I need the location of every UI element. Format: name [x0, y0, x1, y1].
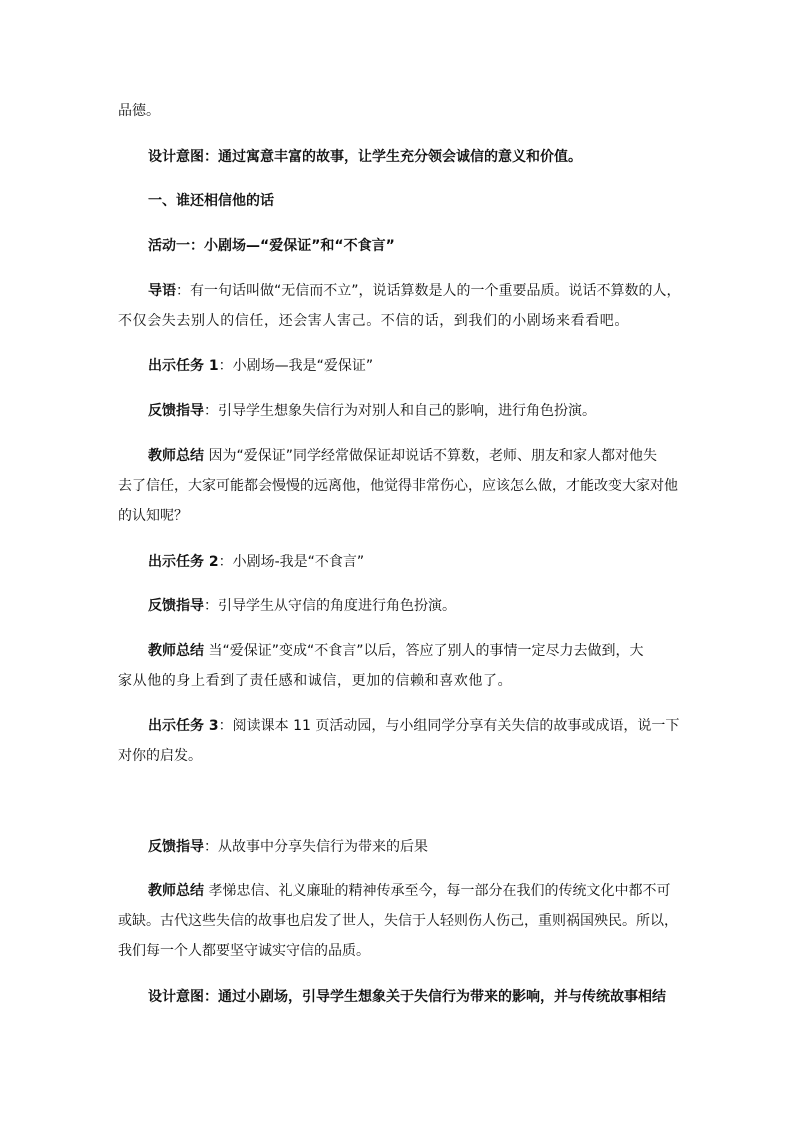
paragraph-line: 品德。	[118, 103, 160, 119]
summary-2-label: 教师总结	[148, 643, 204, 659]
intro-label: 导语	[148, 283, 176, 299]
task-2-label: 出示任务 2	[148, 554, 219, 570]
task-3-text: ：阅读课本 11 页活动园，与小组同学分享有关失信的故事或成语，说一下	[218, 718, 680, 734]
task-3-label: 出示任务 3	[148, 718, 219, 734]
summary-3-label: 教师总结	[148, 883, 204, 899]
feedback-2-label: 反馈指导	[148, 598, 204, 614]
section-heading: 一、谁还相信他的话	[148, 193, 274, 209]
design-intent-2: 设计意图：通过小剧场，引导学生想象关于失信行为带来的影响，并与传统故事相结	[148, 989, 666, 1005]
design-intent-1: 设计意图：通过寓意丰富的故事，让学生充分领会诚信的意义和价值。	[148, 149, 582, 165]
summary-3-line-3: 我们每一个人都要坚守诚实守信的品质。	[118, 943, 370, 959]
summary-1-text: 因为“爱保证”同学经常做保证却说话不算数，老师、朋友和家人都对他失	[204, 448, 657, 464]
feedback-2-text: ：引导学生从守信的角度进行角色扮演。	[204, 598, 456, 614]
intro-line-1	[148, 281, 681, 301]
task-1	[148, 356, 373, 376]
summary-2-line-1	[148, 641, 643, 661]
intro-line-2: 不仅会失去别人的信任，还会害人害己。不信的话，到我们的小剧场来看看吧。	[118, 313, 629, 329]
summary-1-line-3: 的认知呢？	[118, 508, 188, 524]
summary-1-line-2: 去了信任，大家可能都会慢慢的远离他，他觉得非常伤心，应该怎么做，才能改变大家对他	[118, 478, 678, 494]
task-1-label: 出示任务 1	[148, 358, 219, 374]
feedback-3	[148, 837, 428, 857]
feedback-1-text: ：引导学生想象失信行为对别人和自己的影响，进行角色扮演。	[204, 403, 596, 419]
task-1-text: ：小剧场—我是“爱保证”	[218, 358, 374, 374]
activity-heading: 活动一：小剧场—“爱保证”和“不食言”	[148, 238, 395, 254]
feedback-3-label: 反馈指导	[148, 839, 204, 855]
summary-2-line-2: 家从他的身上看到了责任感和诚信，更加的信赖和喜欢他了。	[118, 673, 513, 689]
task-2-text: ：小剧场-我是“不食言”	[218, 554, 365, 570]
summary-1-line-1	[148, 446, 657, 466]
summary-3-line-2: 或缺。古代这些失信的故事也启发了世人，失信于人轻则伤人伤己，重则祸国殃民。所以，	[118, 913, 678, 929]
summary-3-line-1	[148, 881, 670, 901]
task-3-line-2: 对你的启发。	[118, 748, 202, 764]
summary-3-text: 孝悌忠信、礼义廉耻的精神传承至今，每一部分在我们的传统文化中都不可	[204, 883, 671, 899]
intro-text: ：有一句话叫做“无信而不立”，说话算数是人的一个重要品质。说话不算数的人，	[176, 283, 681, 299]
summary-2-text: 当“爱保证”变成“不食言”以后，答应了别人的事情一定尽力去做到，大	[204, 643, 644, 659]
feedback-2	[148, 596, 456, 616]
feedback-3-text: ：从故事中分享失信行为带来的后果	[204, 839, 428, 855]
summary-1-label: 教师总结	[148, 448, 204, 464]
feedback-1	[148, 401, 596, 421]
feedback-1-label: 反馈指导	[148, 403, 204, 419]
task-3-line-1	[148, 716, 679, 736]
task-2	[148, 552, 364, 572]
